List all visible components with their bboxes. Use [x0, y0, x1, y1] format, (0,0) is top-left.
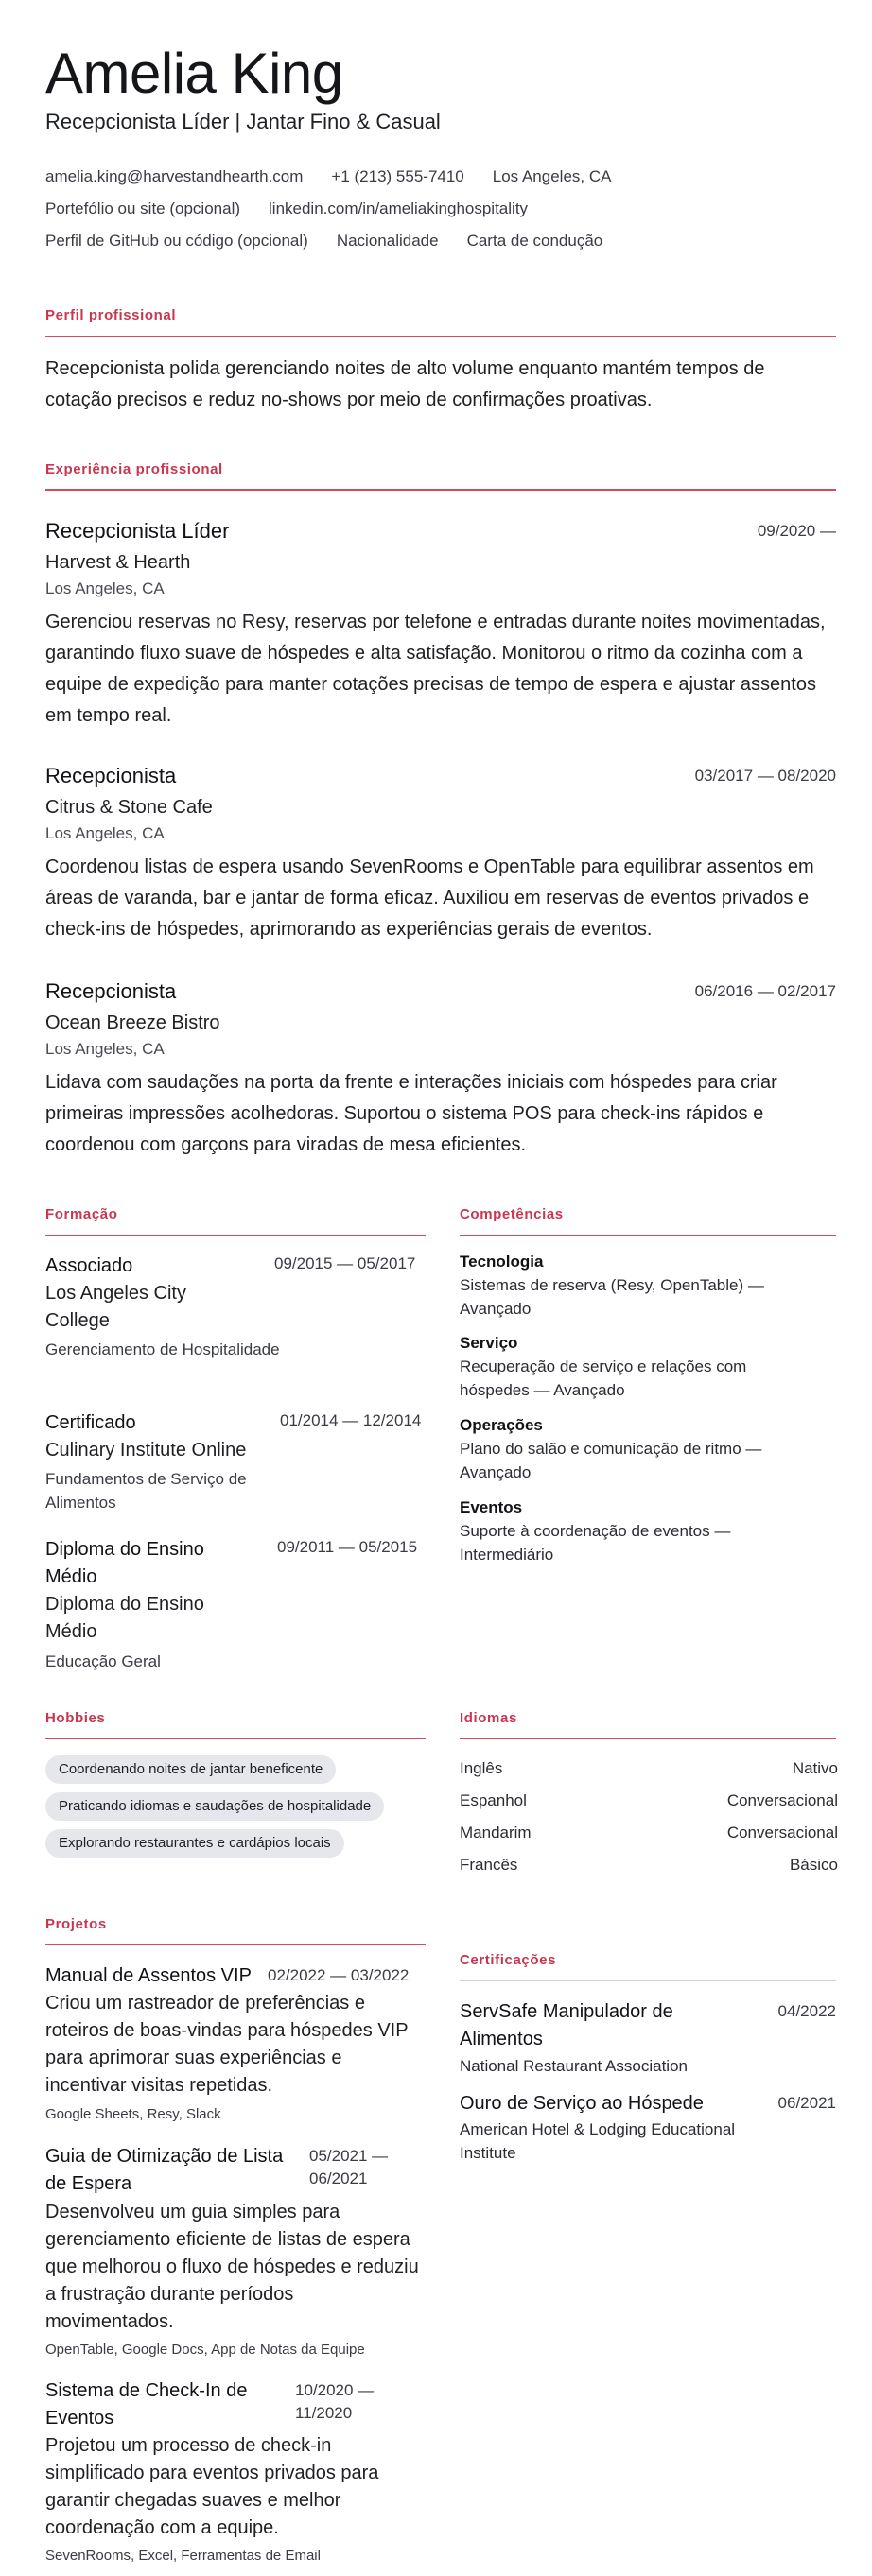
section-divider [460, 1738, 836, 1739]
job-description: Gerenciou reservas no Resy, reservas por telefone e entradas durante noites movimentadas, garantindo fluxo suave de hóspedes e alta satisfação. Monitorou o ritmo da cozinha com a equipe de expedição para manter cotações precisas de tempo de espera e ajustar assentos em tempo real. [45, 612, 826, 726]
language-level: Básico [789, 1856, 838, 1874]
language-name: Francês [460, 1856, 518, 1874]
certification-date: 06/2021 [777, 2094, 836, 2112]
skill-name: Eventos [460, 1498, 523, 1516]
education-degree: Associado [45, 1255, 133, 1276]
language-level: Conversacional [726, 1791, 838, 1809]
certification-date: 04/2022 [777, 2002, 836, 2020]
job-description: Coordenou listas de espera usando SevenRooms e OpenTable para equilibrar assentos em áreas de varanda, bar e jantar de forma eficaz. Auxiliou em reservas de eventos privados e check-ins de hóspedes, aprimorando as experiências gerais de eventos. [45, 856, 814, 940]
education-degree: Diploma do Ensino Médio [45, 1539, 204, 1587]
skill-detail: Recuperação de serviço e relações com hóspedes — Avançado [460, 1357, 747, 1399]
contact-row-2 [45, 198, 528, 220]
hobby-chip: Explorando restaurantes e cardápios locais [45, 1829, 344, 1858]
language-row [460, 1757, 838, 1780]
job-company: Harvest & Hearth [45, 552, 191, 573]
section-divider [45, 336, 836, 337]
project-technologies: Google Sheets, Resy, Slack [45, 2106, 221, 2122]
education-school: Culinary Institute Online [45, 1440, 247, 1461]
profile-summary: Recepcionista polida gerenciando noites de alto volume enquanto mantém tempos de cotação precisos e reduz no-shows por meio de confirmações proativas. [45, 358, 765, 410]
github-link[interactable]: Perfil de GitHub ou código (opcional) [45, 232, 308, 250]
job-title: Recepcionista [45, 764, 177, 787]
education-dates: 01/2014 — 12/2014 [280, 1411, 422, 1429]
job-company: Ocean Breeze Bistro [45, 1012, 220, 1033]
section-title-hobbies: Hobbies [45, 1710, 106, 1726]
language-row [460, 1789, 838, 1812]
education-field: Gerenciamento de Hospitalidade [45, 1340, 280, 1358]
project-title: Sistema de Check-In de Eventos [45, 2380, 248, 2429]
certification-issuer: American Hotel & Lodging Educational Institute [460, 2120, 736, 2162]
project-dates: 10/2020 — 11/2020 [295, 2381, 375, 2422]
project-description: Desenvolveu um guia simples para gerenciamento eficiente de listas de espera que melhorou o fluxo de hóspedes e reduziu a frustração durante períodos movimentados. [45, 2202, 419, 2332]
linkedin-link[interactable]: linkedin.com/in/ameliakinghospitality [269, 199, 529, 217]
job-dates: 03/2017 — 08/2020 [694, 767, 836, 785]
education-degree: Certificado [45, 1412, 136, 1433]
education-dates: 09/2011 — 05/2015 [277, 1538, 418, 1556]
section-divider [45, 1235, 426, 1236]
language-row [460, 1822, 838, 1844]
job-location: Los Angeles, CA [45, 579, 165, 597]
skill-name: Serviço [460, 1334, 518, 1352]
section-title-experience: Experiência profissional [45, 461, 223, 477]
language-level: Nativo [792, 1759, 838, 1777]
phone-text[interactable]: +1 (213) 555-7410 [331, 167, 464, 185]
project-title: Manual de Assentos VIP [45, 1965, 252, 1986]
language-name: Mandarim [460, 1824, 532, 1841]
portfolio-link[interactable]: Portefólio ou site (opcional) [45, 199, 241, 217]
skill-detail: Plano do salão e comunicação de ritmo — Avançado [460, 1440, 762, 1481]
hobby-chip: Praticando idiomas e saudações de hospitalidade [45, 1792, 384, 1821]
education-field: Educação Geral [45, 1652, 161, 1670]
section-divider [45, 489, 836, 491]
certification-name: ServSafe Manipulador de Alimentos [460, 2001, 673, 2049]
contact-row-3 [45, 230, 602, 252]
skill-name: Tecnologia [460, 1253, 544, 1271]
section-title-certifications: Certificações [460, 1952, 557, 1968]
license-text: Carta de condução [466, 232, 603, 250]
email-link[interactable]: amelia.king@harvestandhearth.com [45, 167, 304, 185]
job-location: Los Angeles, CA [45, 824, 165, 842]
candidate-name: Amelia King [45, 42, 343, 105]
section-title-languages: Idiomas [460, 1710, 517, 1726]
certification-name: Ouro de Serviço ao Hóspede [460, 2093, 704, 2114]
job-title: Recepcionista Líder [45, 519, 230, 543]
section-divider [460, 1980, 836, 1981]
project-description: Criou um rastreador de preferências e roteiros de boas-vindas para hóspedes VIP para aprimorar suas experiências e incentivar visitas repetidas. [45, 1993, 409, 2096]
project-technologies: SevenRooms, Excel, Ferramentas de Email [45, 2548, 321, 2564]
skill-detail: Suporte à coordenação de eventos — Intermediário [460, 1522, 731, 1564]
job-company: Citrus & Stone Cafe [45, 797, 213, 818]
project-description: Projetou um processo de check-in simplificado para eventos privados para garantir chegadas suaves e melhor coordenação com a equipe. [45, 2435, 379, 2538]
education-dates: 09/2015 — 05/2017 [274, 1254, 416, 1272]
candidate-headline: Recepcionista Líder | Jantar Fino & Casual [45, 110, 441, 133]
skill-name: Operações [460, 1416, 543, 1434]
language-name: Espanhol [460, 1791, 527, 1809]
job-description: Lidava com saudações na porta da frente e interações iniciais com hóspedes para criar primeiras impressões acolhedoras. Suportou o sistema POS para check-ins rápidos e coordenou com garçons para viradas de mesa eficientes. [45, 1072, 777, 1155]
language-name: Inglês [460, 1759, 503, 1777]
job-title: Recepcionista [45, 979, 177, 1003]
job-dates: 06/2016 — 02/2017 [694, 982, 836, 1000]
language-row [460, 1854, 838, 1876]
location-text: Los Angeles, CA [492, 167, 612, 185]
section-title-profile: Perfil profissional [45, 307, 177, 323]
job-location: Los Angeles, CA [45, 1040, 165, 1058]
job-dates: 09/2020 — [757, 522, 836, 540]
skill-detail: Sistemas de reserva (Resy, OpenTable) — Avançado [460, 1276, 764, 1318]
language-level: Conversacional [726, 1824, 838, 1841]
project-title: Guia de Otimização de Lista de Espera [45, 2146, 284, 2194]
education-field: Fundamentos de Serviço de Alimentos [45, 1470, 247, 1512]
section-title-education: Formação [45, 1206, 118, 1222]
project-dates: 05/2021 — 06/2021 [309, 2147, 389, 2187]
education-school: Diploma do Ensino Médio [45, 1594, 204, 1642]
project-dates: 02/2022 — 03/2022 [268, 1966, 410, 1984]
section-divider [45, 1738, 426, 1739]
section-title-skills: Competências [460, 1206, 564, 1222]
education-school: Los Angeles City College [45, 1283, 186, 1331]
hobby-chip: Coordenando noites de jantar beneficente [45, 1755, 336, 1784]
nationality-text: Nacionalidade [336, 232, 439, 250]
certification-issuer: National Restaurant Association [460, 2057, 688, 2075]
section-title-projects: Projetos [45, 1916, 107, 1932]
section-divider [45, 1944, 426, 1945]
section-divider [460, 1235, 836, 1236]
project-technologies: OpenTable, Google Docs, App de Notas da Equipe [45, 2342, 365, 2358]
contact-row-1 [45, 165, 611, 188]
